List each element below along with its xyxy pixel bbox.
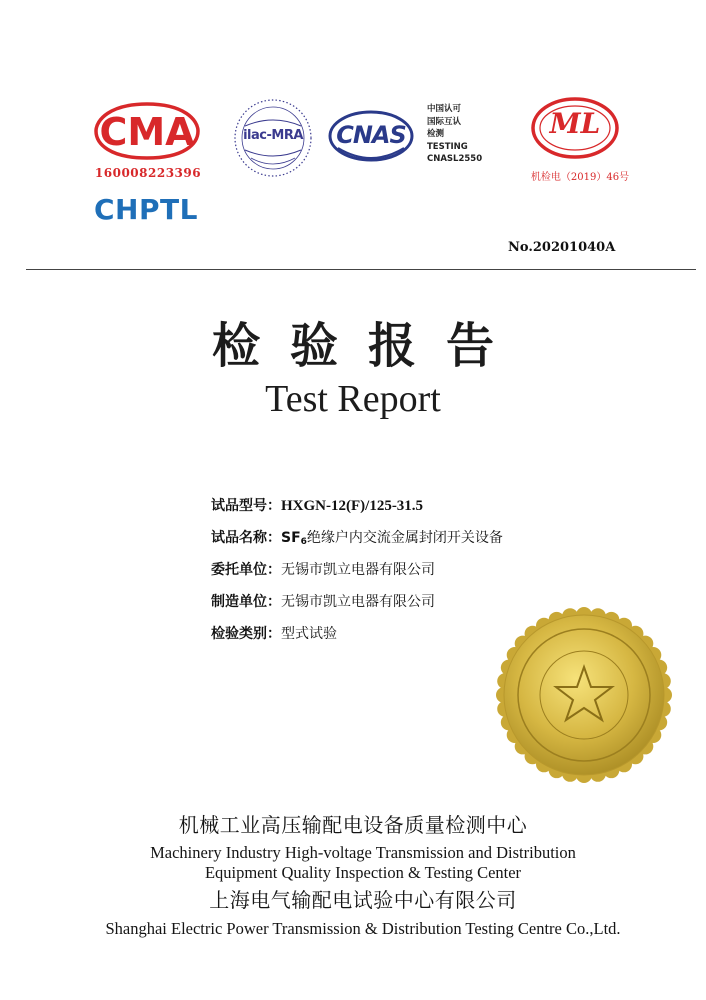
field-value-prefix: SF bbox=[281, 530, 301, 546]
field-value-rest: 绝缘户内交流金属封闭开关设备 bbox=[306, 530, 503, 546]
title-english: Test Report bbox=[265, 378, 441, 420]
issuer-center-en-line2: Equipment Quality Inspection & Testing Center bbox=[204, 863, 522, 882]
issuer-company-cn: 上海电气输配电试验中心有限公司 bbox=[209, 888, 517, 912]
field-client bbox=[211, 560, 503, 592]
cnas-info-line: 国际互认 bbox=[427, 116, 462, 127]
cma-mark: CMA bbox=[99, 110, 195, 154]
cnas-info-line: 检测 bbox=[427, 129, 445, 139]
issuer-company-en: Shanghai Electric Power Transmission & Distribution Testing Centre Co.,Ltd. bbox=[105, 919, 621, 938]
field-value: 型式试验 bbox=[281, 626, 337, 642]
field-value: HXGN-12(F)/125-31.5 bbox=[281, 498, 424, 514]
title-chinese: 检验报告 bbox=[211, 318, 524, 374]
ilac-mra-text: ilac-MRA bbox=[243, 128, 303, 143]
field-label: 制造单位： bbox=[211, 594, 281, 610]
field-value bbox=[281, 530, 503, 546]
cnas-info bbox=[427, 103, 482, 166]
issuer-center-en bbox=[0, 843, 706, 883]
issuer-center-cn: 机械工业高压输配电设备质量检测中心 bbox=[178, 813, 528, 837]
cnas-info-line: CNASL2550 bbox=[427, 154, 483, 164]
header-divider bbox=[26, 269, 696, 270]
report-number: No.20201040A bbox=[508, 240, 616, 255]
cma-logo bbox=[92, 100, 202, 162]
field-label: 试品名称： bbox=[211, 530, 281, 546]
chptl-logo: CHPTL bbox=[94, 193, 198, 226]
ml-caption: 机检电（2019）46号 bbox=[530, 172, 630, 183]
cma-number: 160008223396 bbox=[94, 166, 202, 180]
cnas-info-line: TESTING bbox=[427, 141, 468, 152]
cnas-info-line: 中国认可 bbox=[427, 104, 462, 114]
field-value: 无锡市凯立电器有限公司 bbox=[281, 594, 435, 610]
field-label: 检验类别： bbox=[211, 626, 281, 642]
field-value-subscript: 6 bbox=[300, 537, 307, 547]
ml-mark: ML bbox=[549, 107, 601, 140]
cnas-text: CNAS bbox=[336, 121, 406, 149]
gold-seal bbox=[494, 605, 674, 785]
field-label: 试品型号： bbox=[211, 498, 281, 514]
field-manufacturer bbox=[211, 592, 503, 624]
field-test-type bbox=[211, 624, 503, 656]
report-fields bbox=[211, 496, 503, 656]
field-label: 委托单位： bbox=[211, 562, 281, 578]
field-model bbox=[211, 496, 503, 528]
issuer-center-en-line1: Machinery Industry High-voltage Transmission and Distribution bbox=[150, 843, 576, 862]
field-name bbox=[211, 528, 503, 560]
field-value: 无锡市凯立电器有限公司 bbox=[281, 562, 435, 578]
